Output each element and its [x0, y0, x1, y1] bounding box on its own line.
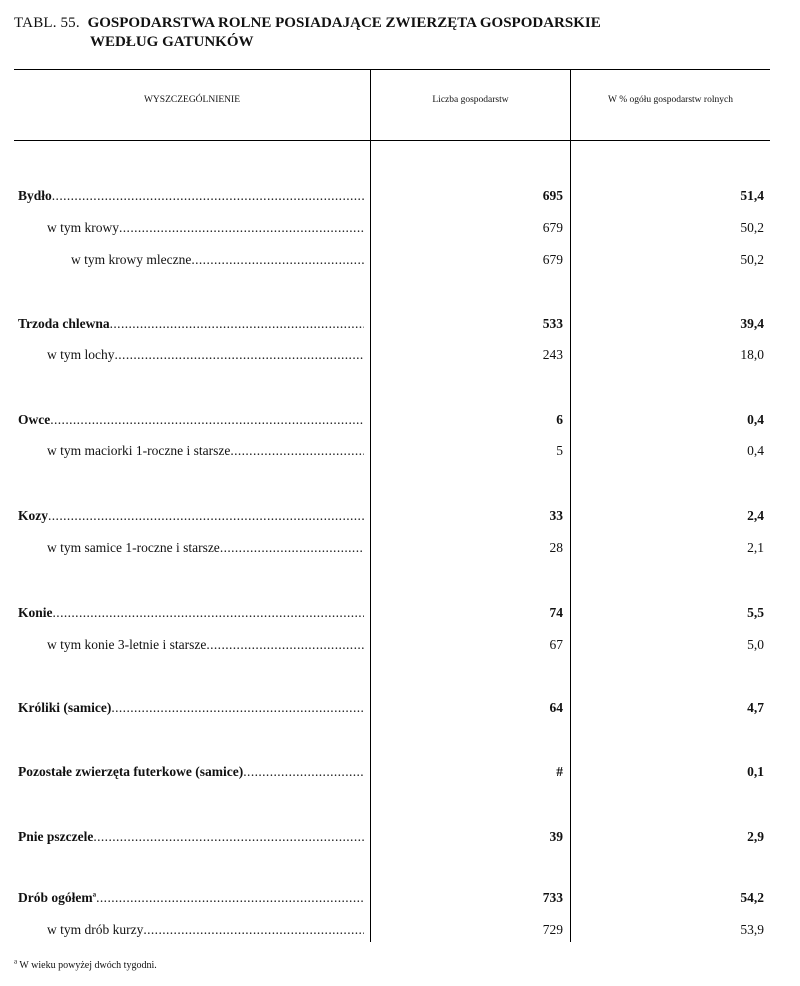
row-percent: 4,7 [747, 700, 764, 715]
row-percent: 54,2 [740, 890, 764, 905]
row-label [18, 506, 364, 526]
row-label [18, 314, 364, 334]
row-label [18, 698, 364, 718]
column-header-count: Liczba gospodarstw [432, 95, 509, 105]
row-percent: 50,2 [740, 252, 764, 267]
table-row [0, 635, 800, 655]
table-number: 55. [60, 15, 80, 31]
row-count: 6 [556, 412, 563, 427]
table-row [0, 538, 800, 558]
row-percent: 50,2 [740, 220, 764, 235]
row-label-text: w tym krowy mleczne [71, 252, 192, 267]
row-label-text: Konie [18, 605, 53, 620]
row-count: 64 [549, 700, 563, 715]
row-label [18, 410, 364, 430]
table-title-line1: GOSPODARSTWA ROLNE POSIADAJĄCE ZWIERZĘTA GOSPODARSKIE [87, 15, 601, 31]
row-percent: 2,9 [747, 829, 764, 844]
row-label-text: Owce [18, 412, 51, 427]
table-top-rule [14, 69, 770, 70]
column-header-percent: W % ogółu gospodarstw rolnych [608, 95, 733, 105]
row-label-text: w tym samice 1-roczne i starsze [47, 540, 220, 555]
row-label [18, 827, 364, 847]
table-label: TABL. [14, 15, 57, 31]
row-label [47, 920, 364, 940]
row-label-text: Bydło [18, 188, 52, 203]
table-header-rule [14, 140, 770, 141]
table-row [0, 920, 800, 940]
row-percent: 2,4 [747, 508, 764, 523]
row-percent: 51,4 [740, 188, 764, 203]
table-title-line2: WEDŁUG GATUNKÓW [90, 34, 254, 50]
row-label-text: w tym krowy [47, 220, 119, 235]
row-percent: 0,4 [747, 412, 764, 427]
row-percent: 2,1 [747, 540, 764, 555]
row-label-text: Pozostałe zwierzęta futerkowe (samice) [18, 764, 244, 779]
row-label-text: Drób ogółem [18, 890, 93, 905]
table-row [0, 827, 800, 847]
table-row [0, 345, 800, 365]
table-row [0, 218, 800, 238]
row-label [18, 186, 364, 206]
row-count: 28 [549, 540, 563, 555]
row-label [47, 345, 364, 365]
row-count: 74 [549, 605, 563, 620]
row-count: 729 [542, 922, 563, 937]
footnote-text: W wieku powyżej dwóch tygodni. [17, 960, 157, 971]
row-percent: 0,1 [747, 764, 764, 779]
row-count: 679 [542, 220, 563, 235]
row-label [18, 888, 364, 908]
row-count: 33 [549, 508, 563, 523]
row-label-text: w tym konie 3-letnie i starsze [47, 637, 207, 652]
row-count: 533 [542, 316, 563, 331]
row-percent: 18,0 [740, 347, 764, 362]
table-row [0, 698, 800, 718]
table-row [0, 250, 800, 270]
row-label-text: Króliki (samice) [18, 700, 112, 715]
row-label [71, 250, 364, 270]
row-count: 243 [542, 347, 563, 362]
row-label [47, 218, 364, 238]
row-label-text: w tym drób kurzy [47, 922, 144, 937]
table-row [0, 410, 800, 430]
row-label-text: Trzoda chlewna [18, 316, 110, 331]
table-row [0, 506, 800, 526]
row-count: 695 [542, 188, 563, 203]
row-label-text: w tym lochy [47, 347, 115, 362]
row-label [47, 538, 364, 558]
row-percent: 39,4 [740, 316, 764, 331]
row-label [47, 635, 364, 655]
row-label [47, 441, 364, 461]
row-count: 733 [542, 890, 563, 905]
row-label-text: Kozy [18, 508, 48, 523]
footnote-marker: a [14, 957, 18, 966]
row-label [18, 603, 364, 623]
footnote [14, 957, 157, 971]
row-label-text: Pnie pszczele [18, 829, 94, 844]
table-row [0, 186, 800, 206]
row-percent: 5,5 [747, 605, 764, 620]
row-percent: 53,9 [740, 922, 764, 937]
row-count: 67 [549, 637, 563, 652]
row-count: 679 [542, 252, 563, 267]
row-label-text: w tym maciorki 1-roczne i starsze [47, 443, 231, 458]
column-header-description: WYSZCZEGÓLNIENIE [143, 95, 241, 105]
row-count: 5 [556, 443, 563, 458]
table-row [0, 603, 800, 623]
footnote-reference: a [92, 890, 97, 899]
row-count: 39 [549, 829, 563, 844]
table-row [0, 441, 800, 461]
table-row [0, 762, 800, 782]
row-count: # [556, 764, 563, 779]
row-percent: 5,0 [747, 637, 764, 652]
table-row [0, 314, 800, 334]
row-percent: 0,4 [747, 443, 764, 458]
table-title [14, 14, 601, 52]
table-row [0, 888, 800, 908]
row-label [18, 762, 364, 782]
